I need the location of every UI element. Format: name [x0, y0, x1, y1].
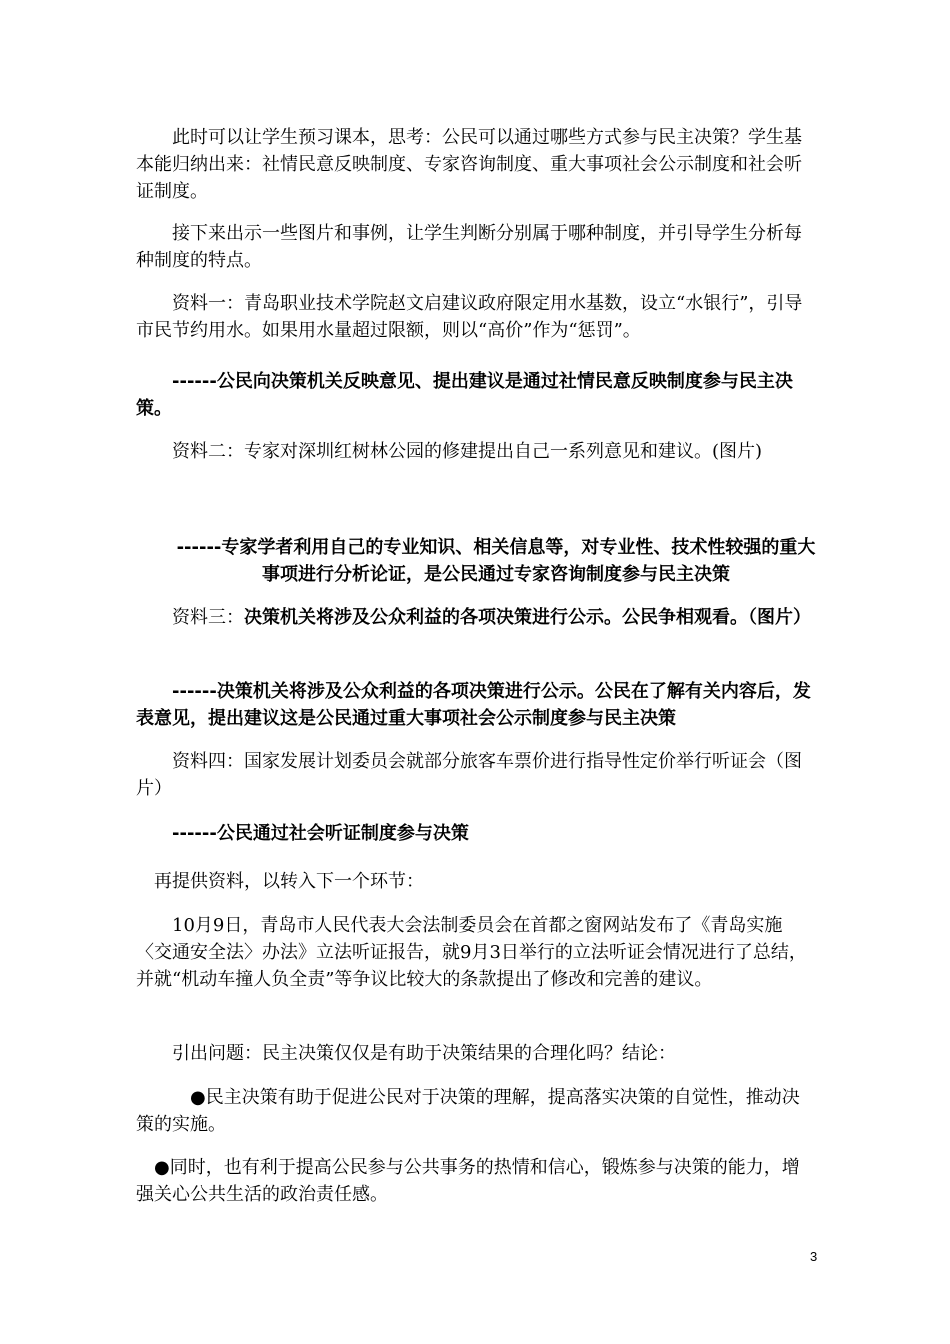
material-3-text: 决策机关将涉及公众利益的各项决策进行公示。公民争相观看。（图片）	[244, 607, 811, 628]
paragraph-material-4: 资料四：国家发展计划委员会就部分旅客车票价进行指导性定价举行听证会（图片）	[136, 751, 802, 799]
paragraph-bullet-1: ●民主决策有助于促进公民对于决策的理解，提高落实决策的自觉性，推动决策的实施。	[136, 1087, 800, 1135]
paragraph-conclusion-2: ------专家学者利用自己的专业知识、相关信息等，对专业性、技术性较强的重大事项进行分析论证，是公民通过专家咨询制度参与民主决策	[176, 537, 816, 585]
paragraph-intro: 此时可以让学生预习课本，思考：公民可以通过哪些方式参与民主决策？学生基本能归纳出来：社情民意反映制度、专家咨询制度、重大事项社会公示制度和社会听证制度。	[136, 127, 802, 202]
paragraph-material-2: 资料二：专家对深圳红树林公园的修建提出自己一系列意见和建议。(图片)	[136, 441, 763, 462]
paragraph-conclusion-4: ------公民通过社会听证制度参与决策	[136, 823, 469, 844]
paragraph-question: 引出问题：民主决策仅仅是有助于决策结果的合理化吗？结论：	[136, 1043, 676, 1064]
material-3-prefix: 资料三：	[136, 607, 244, 628]
paragraph-instructions: 接下来出示一些图片和事例，让学生判断分别属于哪种制度，并引导学生分析每种制度的特点。	[136, 223, 802, 271]
paragraph-conclusion-1: ------公民向决策机关反映意见、提出建议是通过社情民意反映制度参与民主决策。	[136, 371, 793, 419]
paragraph-material-1: 资料一：青岛职业技术学院赵文启建议政府限定用水基数，设立“水银行”，引导市民节约用水。如果用水量超过限额，则以“高价”作为“惩罚”。	[136, 293, 803, 341]
paragraph-material-3	[136, 604, 816, 631]
paragraph-bullet-2: ●同时，也有利于提高公民参与公共事务的热情和信心，锻炼参与决策的能力，增强关心公共生活的政治责任感。	[136, 1157, 800, 1205]
paragraph-conclusion-3: ------决策机关将涉及公众利益的各项决策进行公示。公民在了解有关内容后，发表意见，提出建议这是公民通过重大事项社会公示制度参与民主决策	[136, 681, 811, 729]
paragraph-news: 10月9日，青岛市人民代表大会法制委员会在首都之窗网站发布了《青岛实施〈交通安全法〉办法》立法听证报告，就9月3日举行的立法听证会情况进行了总结，并就“机动车撞人负全责”等争议比较大的条款提出了修改和完善的建议。	[136, 915, 807, 990]
paragraph-transition: 再提供资料，以转入下一个环节：	[136, 871, 424, 892]
page-number: 3	[810, 1249, 818, 1264]
